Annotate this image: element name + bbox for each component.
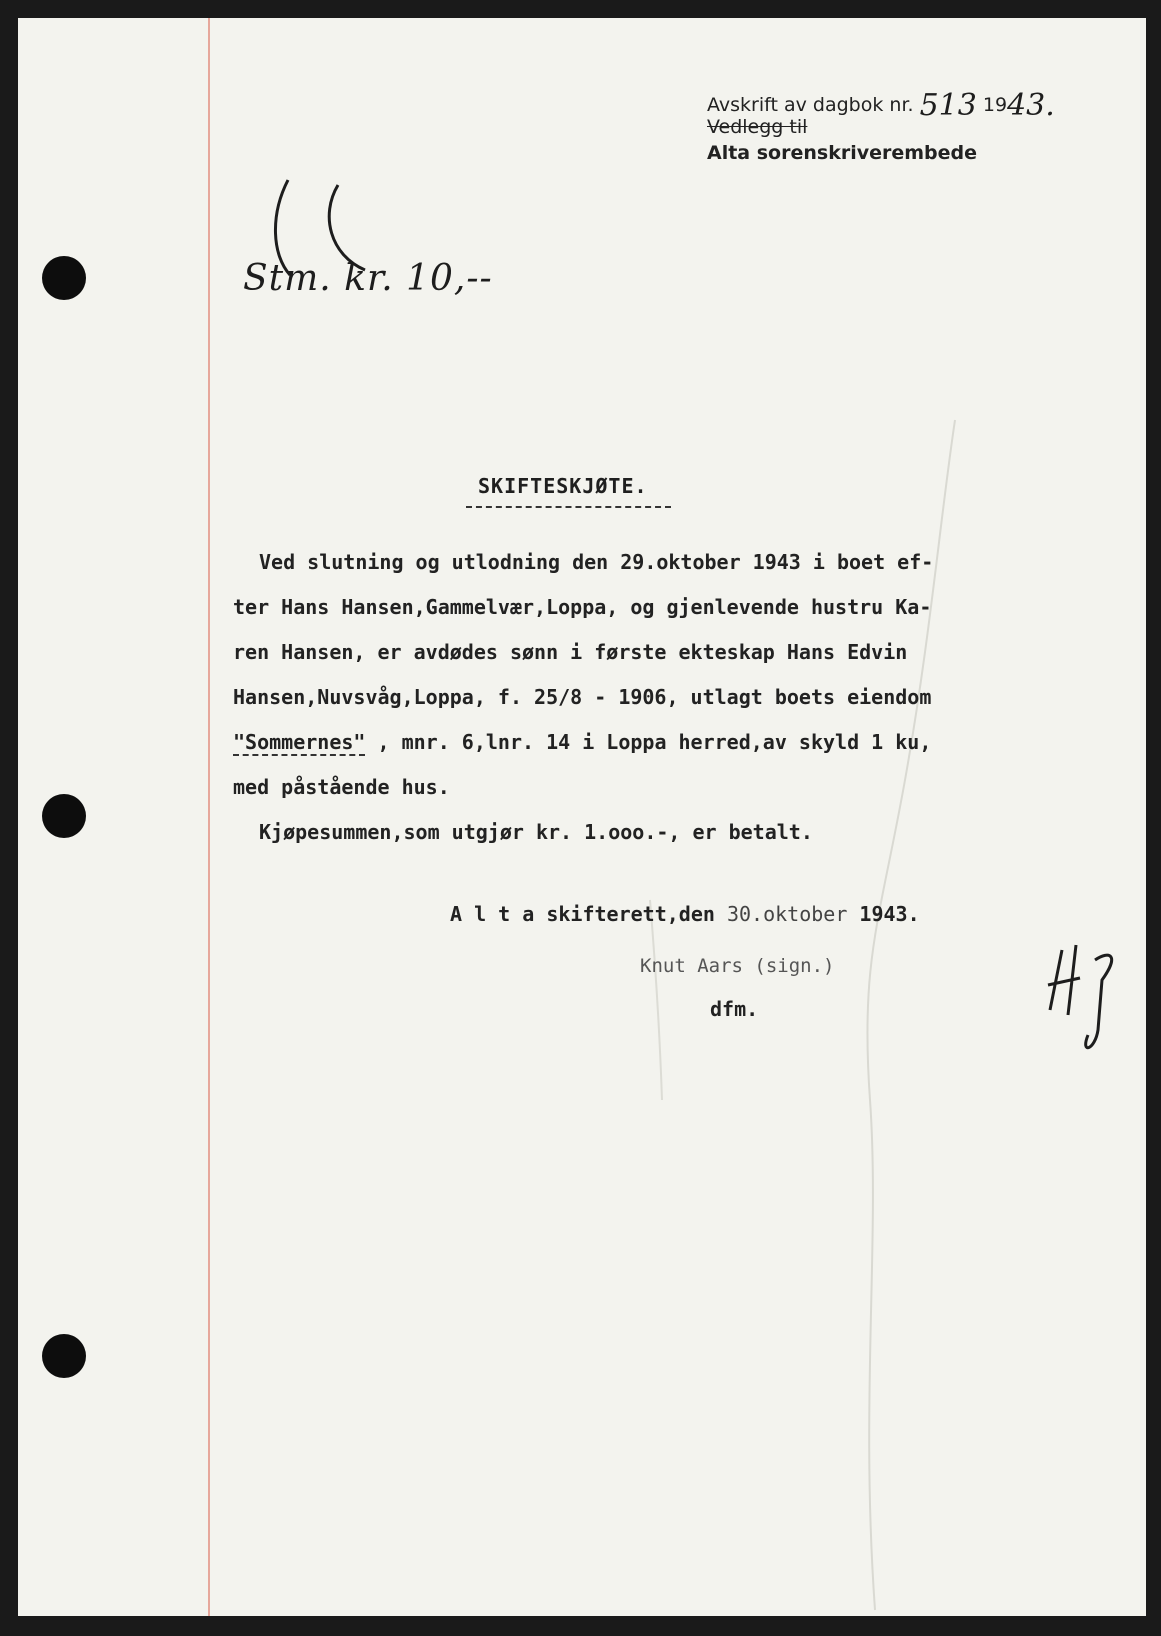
stamp-dagbok-number: 513 — [919, 88, 977, 123]
document-title: SKIFTESKJØTE. — [478, 474, 648, 498]
stamp-vedlegg: Vedlegg til — [707, 116, 808, 138]
body-line: Kjøpesummen,som utgjør kr. 1.ooo.-, er betalt. — [259, 820, 813, 844]
body-line: Hansen,Nuvsvåg,Loppa, f. 25/8 - 1906, utlagt boets eiendom — [233, 685, 932, 709]
place-and-date — [450, 902, 920, 926]
handwritten-initials — [1040, 940, 1130, 1060]
court-date: 30.oktober — [726, 902, 848, 926]
document-body — [233, 540, 1033, 855]
property-details: , mnr. 6,lnr. 14 i Loppa herred,av skyld 1 ku, — [365, 730, 932, 754]
court-year: 1943. — [847, 902, 920, 926]
dfm-mark: dfm. — [710, 997, 759, 1021]
body-line: Ved slutning og utlodning den 29.oktober 1943 i boet ef- — [259, 550, 934, 574]
fee-note: Stm. kr. 10,-- — [243, 258, 493, 299]
stamp-dagbok-label: dagbok nr. — [812, 94, 914, 116]
body-line — [233, 720, 1033, 765]
signature-line: Knut Aars (sign.) — [640, 955, 835, 977]
stamp-prefix: Avskrift av — [707, 94, 807, 116]
body-line: ren Hansen, er avdødes sønn i første ekteskap Hans Edvin — [233, 640, 908, 664]
stamp-year-prefix: 19 — [982, 94, 1008, 116]
title-underline — [466, 506, 671, 508]
stamp-year-suffix: 43. — [1007, 88, 1055, 123]
archive-stamp — [707, 88, 1055, 164]
body-line: med påstående hus. — [233, 775, 450, 799]
body-line: ter Hans Hansen,Gammelvær,Loppa, og gjenlevende hustru Ka- — [233, 595, 932, 619]
stamp-office: Alta sorenskriverembede — [707, 142, 978, 164]
court-place: A l t a skifterett,den — [450, 902, 727, 926]
property-name: "Sommernes" — [233, 730, 366, 754]
